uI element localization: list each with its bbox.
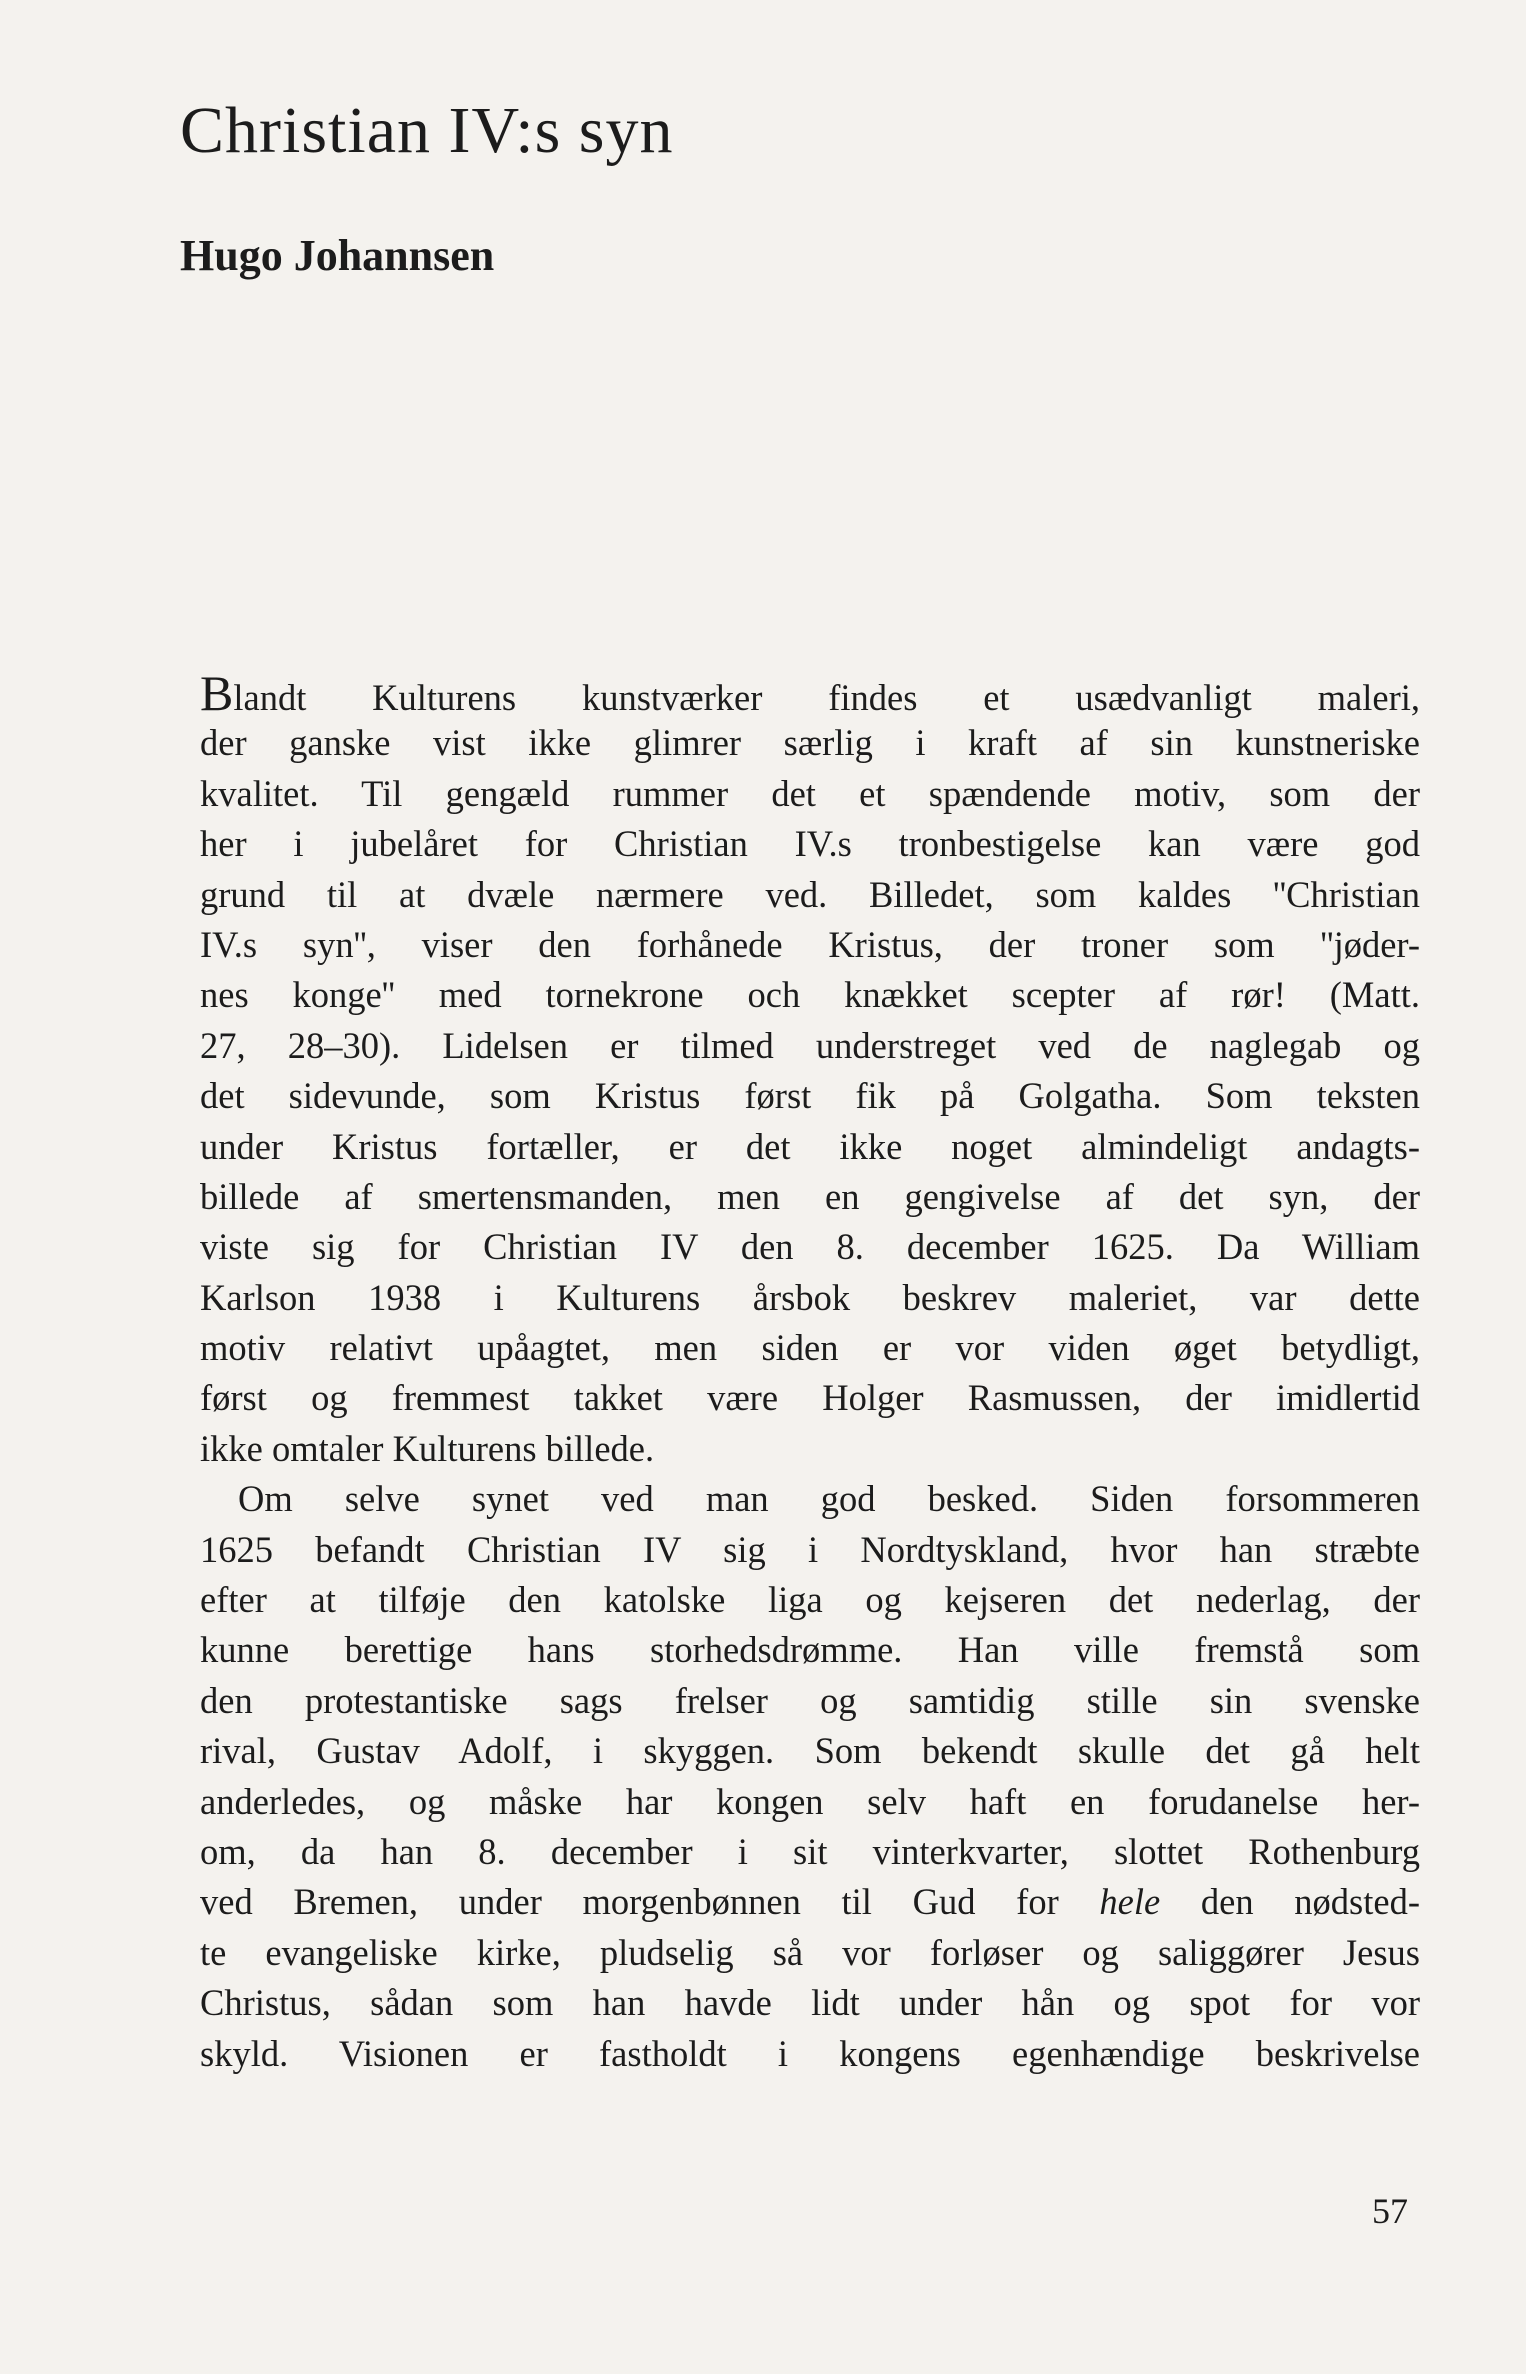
- body-line: kunne berettige hans storhedsdrømme. Han ville fremstå som: [200, 1629, 1420, 1671]
- body-line: 27, 28–30). Lidelsen er tilmed understreget ved de naglegab og: [200, 1024, 1420, 1066]
- body-line: skyld. Visionen er fastholdt i kongens egenhændige beskrivelse: [200, 2032, 1420, 2074]
- body-line: kvalitet. Til gengæld rummer det et spændende motiv, som der: [200, 772, 1420, 814]
- body-line: først og fremmest takket være Holger Rasmussen, der imidlertid: [200, 1377, 1420, 1419]
- body-line: viste sig for Christian IV den 8. december 1625. Da William: [200, 1226, 1420, 1268]
- body-line: Om selve synet ved man god besked. Siden forsommeren: [238, 1478, 1420, 1520]
- body-line: motiv relativt upåagtet, men siden er vor viden øget betydligt,: [200, 1327, 1420, 1369]
- body-line: der ganske vist ikke glimrer særlig i kraft af sin kunstneriske: [200, 722, 1420, 764]
- body-line: rival, Gustav Adolf, i skyggen. Som bekendt skulle det gå helt: [200, 1730, 1420, 1772]
- body-line: ikke omtaler Kulturens billede.: [200, 1427, 655, 1469]
- body-line: under Kristus fortæller, er det ikke noget almindeligt andagts-: [200, 1125, 1420, 1167]
- body-line: IV.s syn'', viser den forhånede Kristus, der troner som ''jøder-: [200, 923, 1420, 965]
- dropcap: B: [200, 665, 234, 721]
- body-line: grund til at dvæle nærmere ved. Billedet, som kaldes ''Christian: [200, 873, 1420, 915]
- body-line: her i jubelåret for Christian IV.s tronbestigelse kan være god: [200, 823, 1420, 865]
- emphasis-text: hele: [1099, 1881, 1161, 1923]
- body-line: anderledes, og måske har kongen selv haft en forudanelse her-: [200, 1780, 1420, 1822]
- body-line-text: den nødsted-: [1200, 1881, 1420, 1923]
- body-line-text: ved Bremen, under morgenbønnen til Gud for: [200, 1881, 1059, 1923]
- body-line: Christus, sådan som han havde lidt under hån og spot for vor: [200, 1982, 1420, 2024]
- page-number: 57: [1372, 2191, 1408, 2231]
- body-line: [200, 665, 1420, 721]
- body-line: nes konge'' med tornekrone och knækket scepter af rør! (Matt.: [200, 974, 1420, 1016]
- body-line: billede af smertensmanden, men en gengivelse af det syn, der: [200, 1175, 1420, 1217]
- body-line: te evangeliske kirke, pludselig så vor forløser og saliggører Jesus: [200, 1931, 1420, 1973]
- article-body: [200, 665, 1420, 2079]
- article-title: Christian IV:s syn: [180, 94, 674, 167]
- body-line: det sidevunde, som Kristus først fik på Golgatha. Som teksten: [200, 1075, 1420, 1117]
- body-line: efter at tilføje den katolske liga og kejseren det nederlag, der: [200, 1579, 1420, 1621]
- article-author: Hugo Johannsen: [180, 231, 495, 280]
- body-line: [200, 1877, 1420, 1927]
- body-line: om, da han 8. december i sit vinterkvarter, slottet Rothenburg: [200, 1830, 1420, 1872]
- body-line: 1625 befandt Christian IV sig i Nordtyskland, hvor han stræbte: [200, 1528, 1420, 1570]
- body-line-text: landt Kulturens kunstværker findes et usædvanligt maleri,: [233, 677, 1420, 718]
- body-line: Karlson 1938 i Kulturens årsbok beskrev maleriet, var dette: [200, 1276, 1420, 1318]
- body-line: den protestantiske sags frelser og samtidig stille sin svenske: [200, 1679, 1420, 1721]
